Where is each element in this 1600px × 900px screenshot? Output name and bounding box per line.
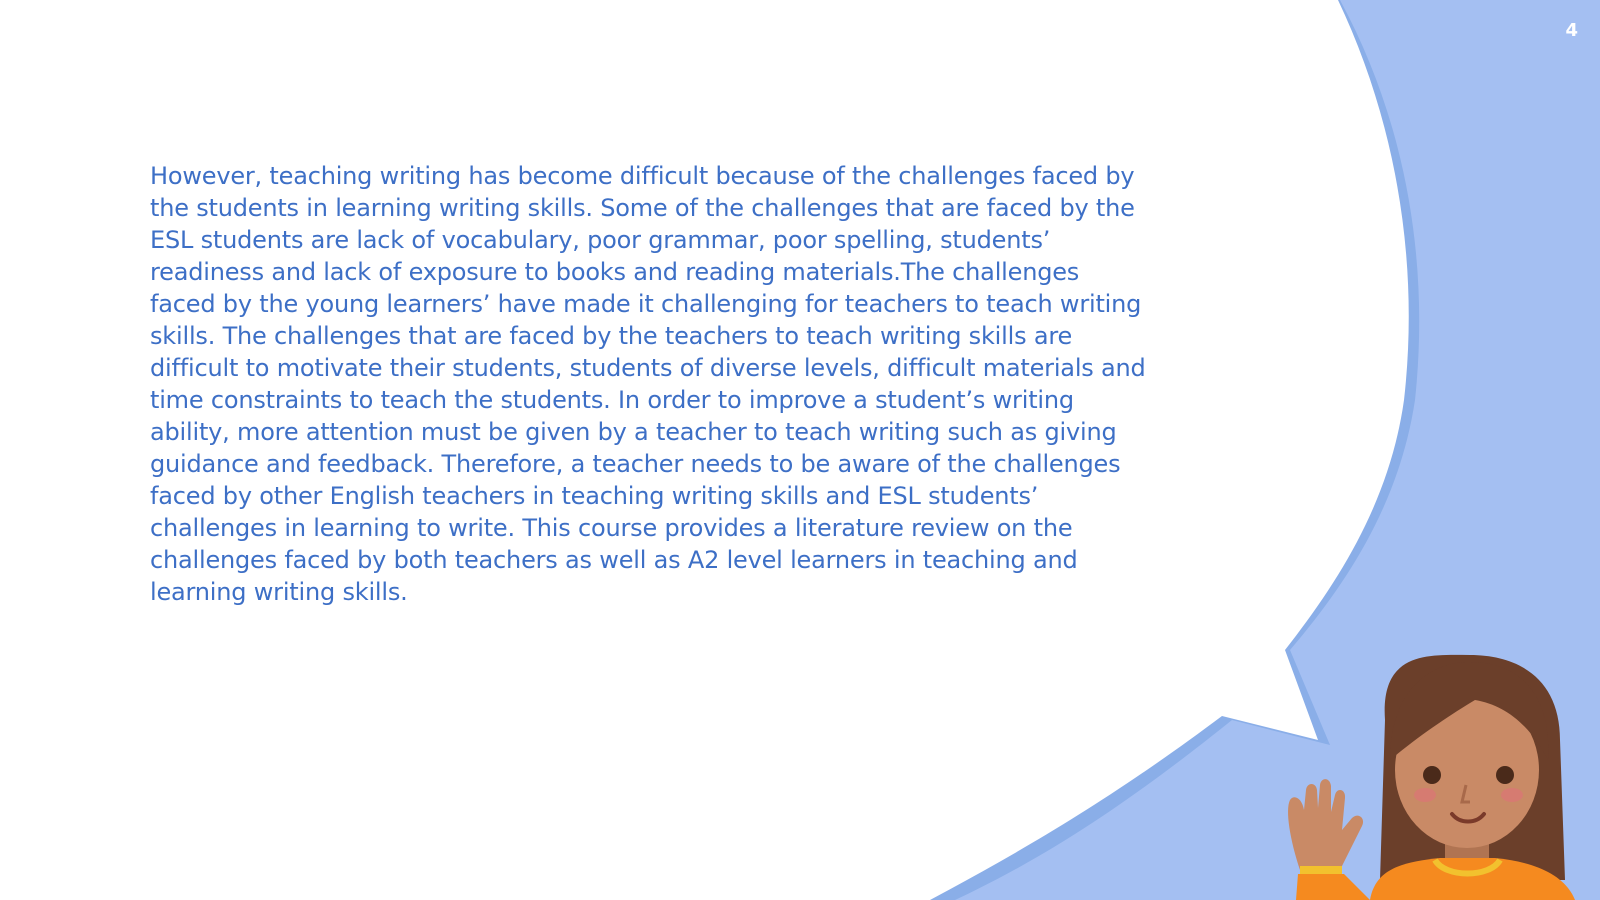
slide-number: 4 — [1565, 20, 1578, 41]
body-paragraph: However, teaching writing has become difficult because of the challenges faced by the students in learning writing skills. Some of the challenges that are faced by the ESL students are lack of vocabulary, poor grammar, poor spelling, students’ readiness and lack of exposure to books and reading materials.The challenges faced by the young learners’ have made it challenging for teachers to teach writing skills. The challenges that are faced by the teachers to teach writing skills are difficult to motivate their students, students of diverse levels, difficult materials and time constraints to teach the students. In order to improve a student’s writing ability, more attention must be given by a teacher to teach writing such as giving guidance and feedback. Therefore, a teacher needs to be aware of the challenges faced by other English teachers in teaching writing skills and ESL students’ challenges in learning to write. This course provides a literature review on the challenges faced by both teachers as well as A2 level learners in teaching and learning writing skills. — [150, 162, 1146, 606]
